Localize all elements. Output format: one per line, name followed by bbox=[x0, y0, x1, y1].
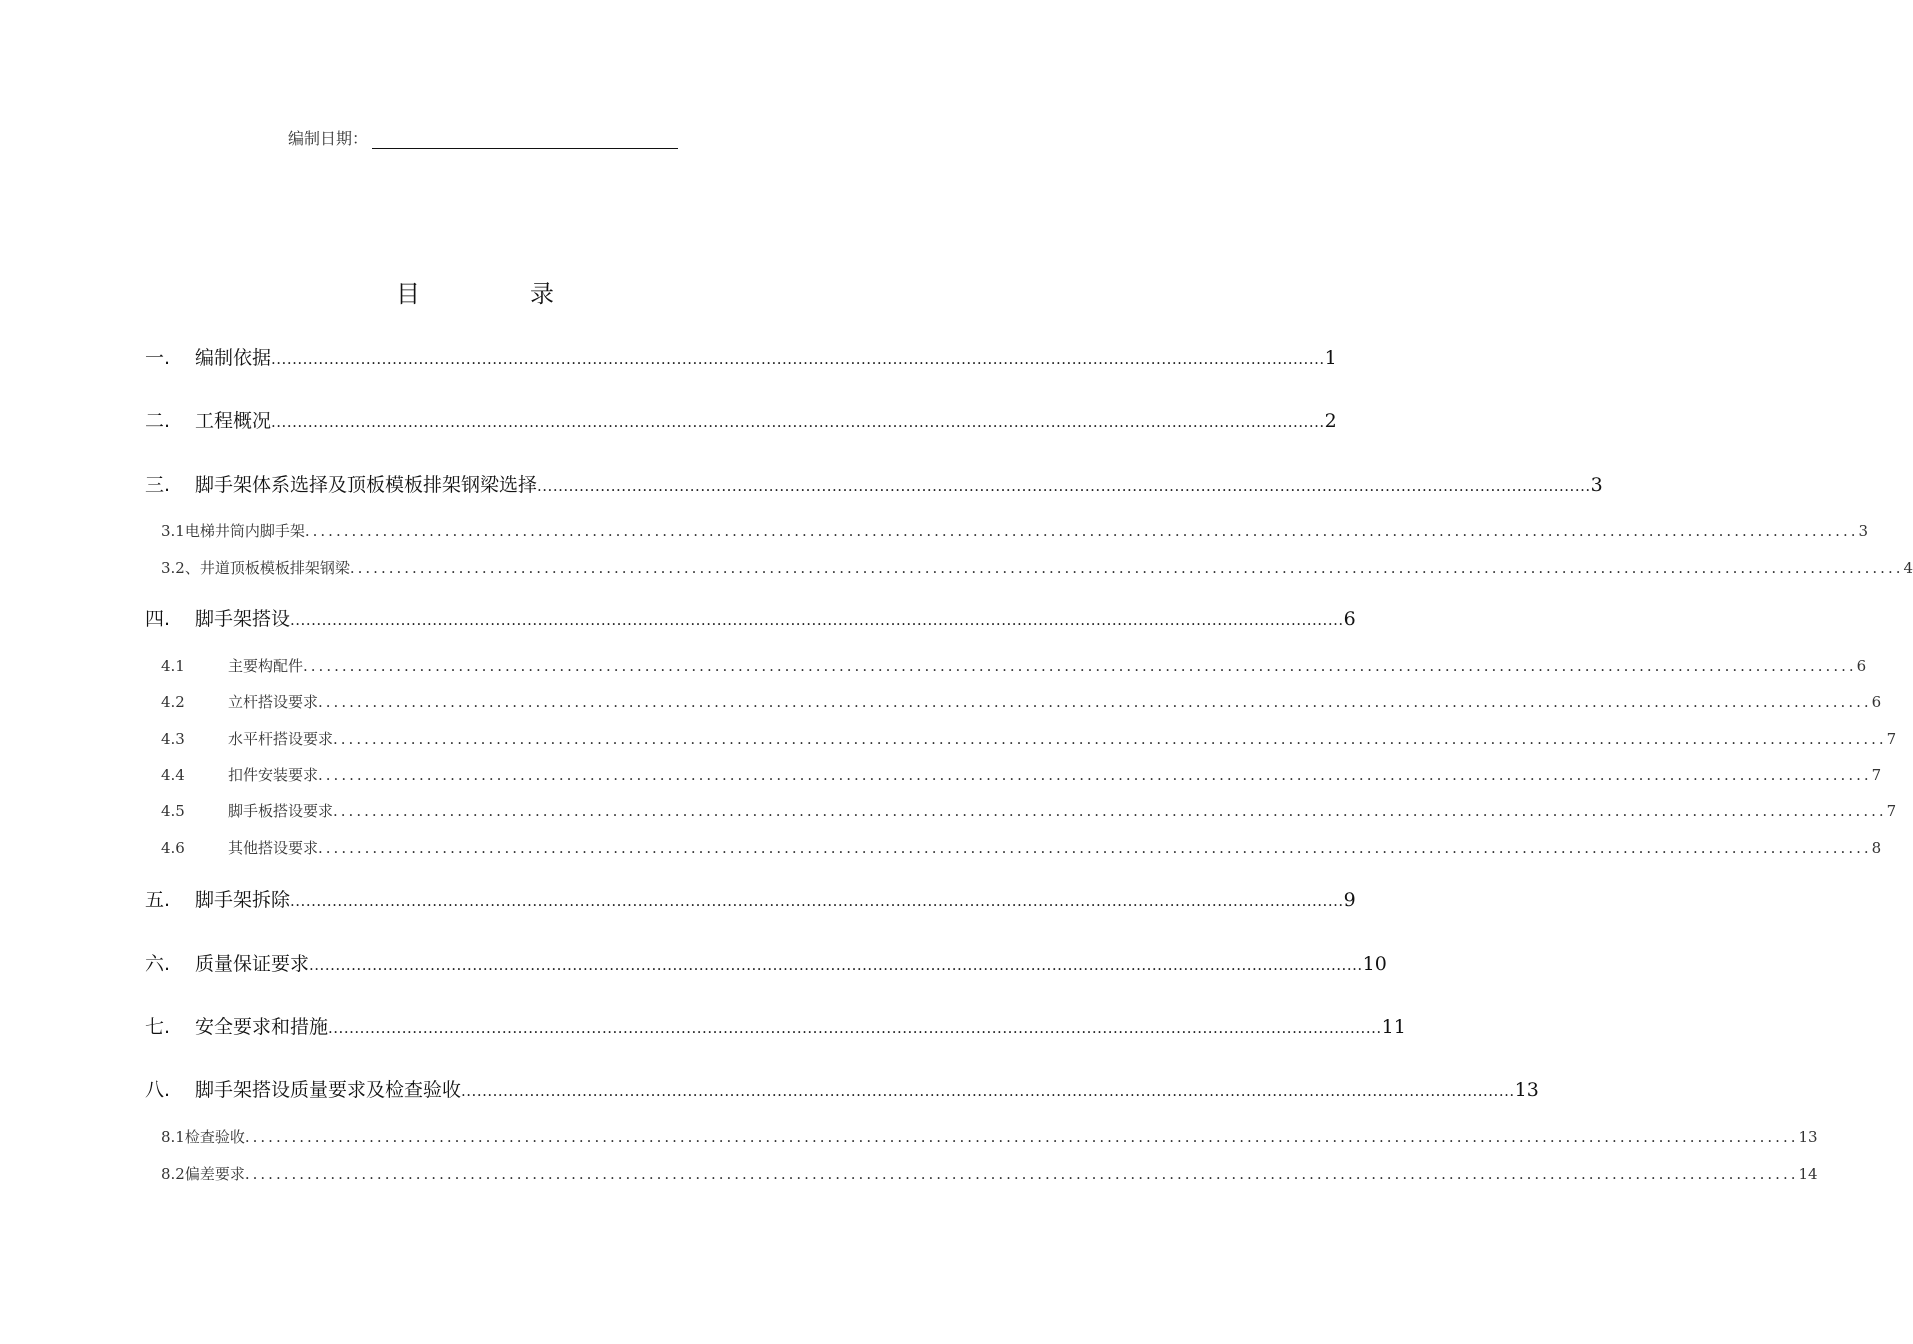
toc-entry-page: 10 bbox=[1362, 953, 1387, 975]
toc-entry-number: 8.1 bbox=[161, 1128, 185, 1146]
toc-entry-title: 脚手架搭设 bbox=[195, 608, 291, 630]
toc-entry-number: 4.2 bbox=[161, 693, 185, 711]
toc-entry-number: 3.2、 bbox=[161, 559, 200, 577]
toc-section-entry[interactable] bbox=[161, 837, 1882, 858]
toc-section-entry[interactable] bbox=[161, 1126, 1818, 1147]
toc-title-left: 目 bbox=[396, 280, 420, 308]
toc-chapter-entry[interactable] bbox=[145, 406, 1337, 433]
toc-dot-leader: ........................................................................................................................................................................................................ bbox=[333, 730, 1887, 748]
toc-dot-leader: ........................................................................................................................................................................................................ bbox=[537, 477, 1591, 495]
toc-entry-number: 4.3 bbox=[161, 730, 185, 748]
toc-dot-leader: ........................................................................................................................................................................................................ bbox=[461, 1082, 1515, 1100]
toc-entry-title: 井道顶板模板排架钢梁 bbox=[199, 559, 350, 577]
toc-entry-page: 11 bbox=[1381, 1016, 1406, 1038]
toc-entry-page: 2 bbox=[1324, 410, 1337, 432]
toc-entry-page: 3 bbox=[1590, 474, 1603, 496]
toc-entry-title: 质量保证要求 bbox=[195, 953, 310, 975]
toc-entry-page: 14 bbox=[1798, 1165, 1818, 1183]
toc-entry-number: 五. bbox=[145, 889, 171, 911]
toc-entry-page: 6 bbox=[1343, 608, 1356, 630]
toc-entry-number: 七. bbox=[145, 1016, 171, 1038]
toc-entry-title: 脚手架体系选择及顶板模板排架钢梁选择 bbox=[195, 474, 538, 496]
toc-entry-number: 4.4 bbox=[161, 766, 185, 784]
toc-entry-page: 1 bbox=[1324, 347, 1337, 369]
toc-entry-title: 编制依据 bbox=[195, 347, 272, 369]
toc-chapter-entry[interactable] bbox=[145, 1012, 1406, 1039]
toc-entry-number: 六. bbox=[145, 953, 171, 975]
toc-chapter-entry[interactable] bbox=[145, 343, 1337, 370]
toc-entry-page: 9 bbox=[1343, 889, 1356, 911]
toc-entry-page: 8 bbox=[1871, 839, 1882, 857]
toc-chapter-entry[interactable] bbox=[145, 470, 1603, 497]
toc-entry-page: 4 bbox=[1903, 559, 1913, 577]
toc-section-entry[interactable] bbox=[161, 655, 1867, 676]
toc-dot-leader: ........................................................................................................................................................................................................ bbox=[303, 657, 1857, 675]
toc-entry-title: 水平杆搭设要求 bbox=[228, 730, 334, 748]
toc-entry-title: 工程概况 bbox=[195, 410, 272, 432]
toc-entry-page: 3 bbox=[1858, 522, 1869, 540]
toc-dot-leader: ........................................................................................................................................................................................................ bbox=[349, 559, 1904, 577]
toc-entry-number: 一. bbox=[145, 347, 171, 369]
toc-entry-page: 7 bbox=[1886, 802, 1897, 820]
toc-entry-title: 扣件安装要求 bbox=[228, 766, 319, 784]
toc-entry-page: 7 bbox=[1871, 766, 1882, 784]
toc-entry-number: 二. bbox=[145, 410, 171, 432]
toc-chapter-entry[interactable] bbox=[145, 885, 1356, 912]
toc-entry-page: 13 bbox=[1798, 1128, 1818, 1146]
toc-entry-title: 电梯井筒内脚手架 bbox=[184, 522, 305, 540]
toc-dot-leader: ........................................................................................................................................................................................................ bbox=[318, 839, 1872, 857]
toc-chapter-entry[interactable] bbox=[145, 949, 1387, 976]
toc-entry-number: 四. bbox=[145, 608, 171, 630]
toc-title-right: 录 bbox=[530, 280, 554, 308]
toc-dot-leader: ........................................................................................................................................................................................................ bbox=[271, 413, 1325, 431]
toc-dot-leader: ........................................................................................................................................................................................................ bbox=[304, 522, 1859, 540]
toc-entry-number: 8.2 bbox=[161, 1165, 185, 1183]
toc-entry-title: 其他搭设要求 bbox=[228, 839, 319, 857]
toc-entry-number: 三. bbox=[145, 474, 171, 496]
toc-chapter-entry[interactable] bbox=[145, 604, 1356, 631]
toc-entry-title: 主要构配件 bbox=[228, 657, 304, 675]
toc-entry-page: 13 bbox=[1514, 1079, 1539, 1101]
toc-entry-title: 脚手板搭设要求 bbox=[228, 802, 334, 820]
toc-entry-number: 3.1 bbox=[161, 522, 185, 540]
toc-entry-title: 安全要求和措施 bbox=[195, 1016, 329, 1038]
toc-entry-number: 4.5 bbox=[161, 802, 185, 820]
toc-section-entry[interactable] bbox=[161, 1163, 1818, 1184]
toc-entry-title: 立杆搭设要求 bbox=[228, 693, 319, 711]
compile-date-label: 编制日期： bbox=[288, 129, 369, 148]
toc-dot-leader: ........................................................................................................................................................................................................ bbox=[244, 1165, 1799, 1183]
toc-chapter-entry[interactable] bbox=[145, 1075, 1539, 1102]
toc-dot-leader: ........................................................................................................................................................................................................ bbox=[290, 611, 1344, 629]
toc-entry-title: 检查验收 bbox=[184, 1128, 245, 1146]
toc-section-entry[interactable] bbox=[161, 800, 1897, 821]
toc-dot-leader: ........................................................................................................................................................................................................ bbox=[318, 766, 1872, 784]
toc-entry-page: 7 bbox=[1886, 730, 1897, 748]
toc-section-entry[interactable] bbox=[161, 557, 1913, 578]
toc-entry-number: 4.1 bbox=[161, 657, 185, 675]
toc-section-entry[interactable] bbox=[161, 764, 1882, 785]
toc-dot-leader: ........................................................................................................................................................................................................ bbox=[328, 1019, 1382, 1037]
toc-dot-leader: ........................................................................................................................................................................................................ bbox=[309, 956, 1363, 974]
toc-entry-title: 脚手架搭设质量要求及检查验收 bbox=[195, 1079, 462, 1101]
toc-entry-number: 八. bbox=[145, 1079, 171, 1101]
toc-dot-leader: ........................................................................................................................................................................................................ bbox=[318, 693, 1872, 711]
toc-entry-page: 6 bbox=[1871, 693, 1882, 711]
toc-entry-number: 4.6 bbox=[161, 839, 185, 857]
toc-entry-title: 偏差要求 bbox=[184, 1165, 245, 1183]
toc-dot-leader: ........................................................................................................................................................................................................ bbox=[244, 1128, 1799, 1146]
toc-dot-leader: ........................................................................................................................................................................................................ bbox=[290, 892, 1344, 910]
toc-section-entry[interactable] bbox=[161, 520, 1869, 541]
toc-dot-leader: ........................................................................................................................................................................................................ bbox=[271, 350, 1325, 368]
toc-entry-title: 脚手架拆除 bbox=[195, 889, 291, 911]
toc-dot-leader: ........................................................................................................................................................................................................ bbox=[333, 802, 1887, 820]
toc-section-entry[interactable] bbox=[161, 691, 1882, 712]
toc-entry-page: 6 bbox=[1856, 657, 1867, 675]
toc-section-entry[interactable] bbox=[161, 728, 1897, 749]
